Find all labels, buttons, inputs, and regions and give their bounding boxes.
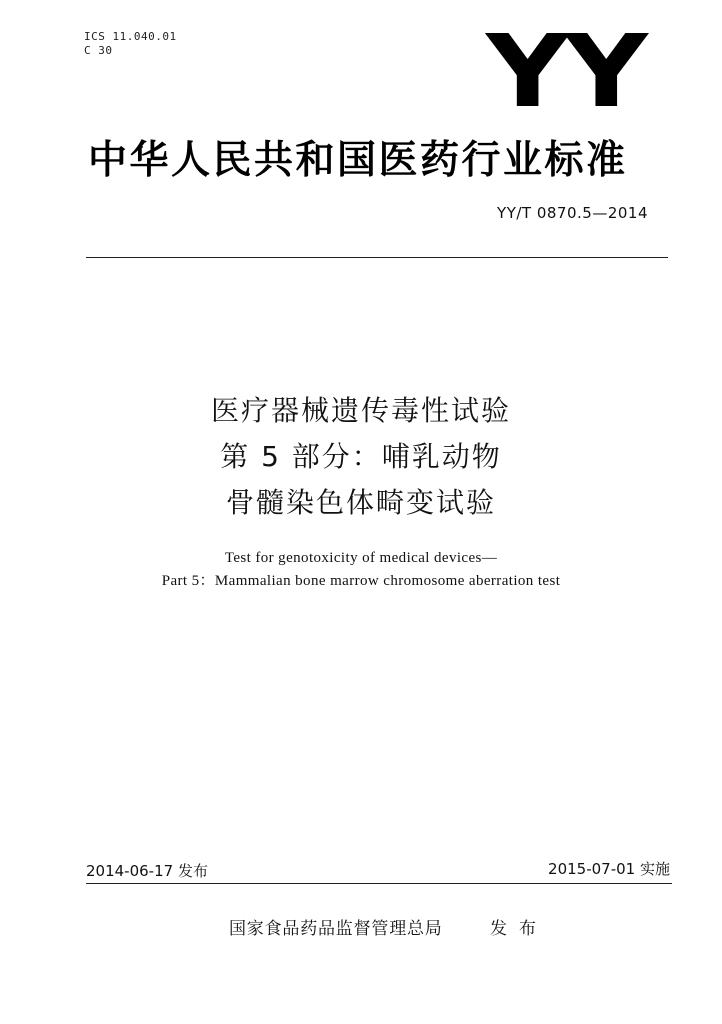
standard-number: YY/T 0870.5—2014: [497, 204, 648, 222]
english-title-line-1: Test for genotoxicity of medical devices—: [224, 550, 498, 566]
chinese-title-line-2: 第 5 部分：哺乳动物: [220, 440, 502, 473]
issuing-action: 发布: [490, 919, 548, 939]
implementation-date: 2015-07-01 实施: [548, 860, 670, 878]
ics-code: ICS 11.040.01: [84, 30, 177, 43]
ccs-code: C 30: [84, 44, 113, 57]
chinese-title-line-1: 医疗器械遗传毒性试验: [210, 394, 511, 427]
yy-logo: YY: [486, 13, 644, 130]
english-title: [0, 547, 722, 593]
chinese-title: [0, 388, 722, 526]
issuing-authority: 国家食品药品监督管理总局: [229, 919, 443, 939]
bottom-divider: [86, 883, 672, 884]
top-divider: [86, 257, 668, 258]
english-title-line-2: Part 5：Mammalian bone marrow chromosome aberration test: [161, 573, 561, 589]
chinese-title-line-3: 骨髓染色体畸变试验: [225, 486, 496, 519]
issue-date: 2014-06-17 发布: [86, 862, 208, 880]
standard-body-title: 中华人民共和国医药行业标准: [88, 138, 628, 183]
classification-codes: [84, 30, 177, 58]
